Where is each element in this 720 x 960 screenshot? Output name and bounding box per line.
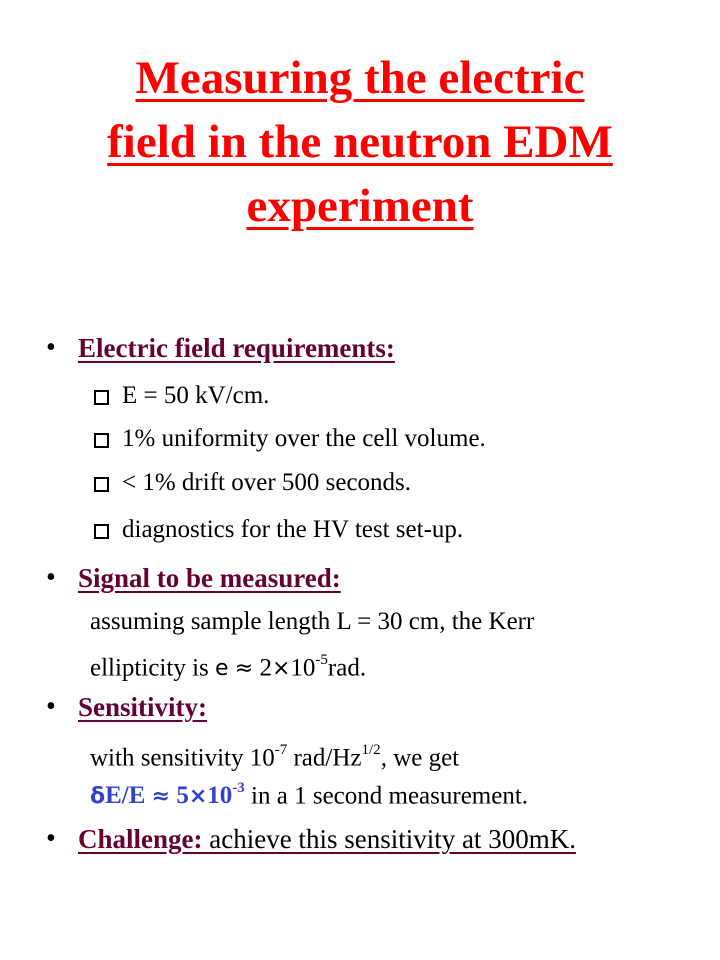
bullet-dot: • xyxy=(46,823,56,854)
field-ratio: E/E xyxy=(105,782,146,810)
times-symbol: × xyxy=(271,656,291,682)
sensitivity-heading: Sensitivity: xyxy=(78,692,208,722)
signal-line-2 xyxy=(90,646,366,685)
challenge-text: achieve this sensitivity at 300mK. xyxy=(202,824,576,854)
exponent: -7 xyxy=(274,742,288,758)
value-base: 10 xyxy=(290,654,316,682)
challenge-heading: Challenge: xyxy=(78,824,203,854)
requirement-item xyxy=(94,467,411,499)
value-coefficient: 5 xyxy=(170,782,189,810)
bullet-dot: • xyxy=(46,691,56,722)
signal-heading: Signal to be measured: xyxy=(78,563,341,593)
signal-line-1: assuming sample length L = 30 cm, the Kerr xyxy=(90,608,535,635)
sensitivity-unit: rad/Hz xyxy=(287,744,362,772)
value-coefficient: 2 xyxy=(259,654,272,682)
sensitivity-line-1 xyxy=(90,736,459,774)
title-line-2: field in the neutron EDM xyxy=(107,116,613,168)
value-exponent: -5 xyxy=(315,652,328,668)
value-exponent: -3 xyxy=(232,780,245,796)
checkbox-square-icon xyxy=(94,390,109,405)
requirement-item xyxy=(94,514,463,546)
value-unit: rad. xyxy=(327,654,367,682)
exponent: 1/2 xyxy=(361,742,381,758)
title-line-1: Measuring the electric xyxy=(135,52,585,104)
signal-text: ellipticity is xyxy=(90,654,215,682)
requirement-text: E = 50 kV/cm. xyxy=(122,382,270,409)
requirement-item xyxy=(94,423,486,455)
sensitivity-line-2 xyxy=(90,774,528,813)
slide-title xyxy=(0,46,720,238)
delta-symbol: δ xyxy=(90,784,106,810)
requirement-item xyxy=(94,380,269,412)
checkbox-square-icon xyxy=(94,524,109,539)
sensitivity-text: , we get xyxy=(380,744,460,772)
bullet-dot: • xyxy=(46,562,56,593)
title-line-3: experiment xyxy=(246,180,474,232)
checkbox-square-icon xyxy=(94,477,109,492)
requirement-text: 1% uniformity over the cell volume. xyxy=(122,425,486,452)
approx-symbol: ≈ xyxy=(234,656,254,682)
requirement-text: diagnostics for the HV test set-up. xyxy=(122,516,464,543)
value-base: 10 xyxy=(207,782,233,810)
checkbox-square-icon xyxy=(94,433,109,448)
bullet-dot: • xyxy=(46,332,56,363)
times-symbol: × xyxy=(188,784,208,810)
sensitivity-text: in a 1 second measurement. xyxy=(251,782,529,810)
sensitivity-text: with sensitivity 10 xyxy=(90,744,275,772)
requirement-text: < 1% drift over 500 seconds. xyxy=(122,469,412,496)
approx-symbol: ≈ xyxy=(151,784,171,810)
ellipticity-symbol: e xyxy=(215,656,229,682)
challenge-line xyxy=(78,822,576,856)
requirements-heading: Electric field requirements: xyxy=(78,333,395,363)
